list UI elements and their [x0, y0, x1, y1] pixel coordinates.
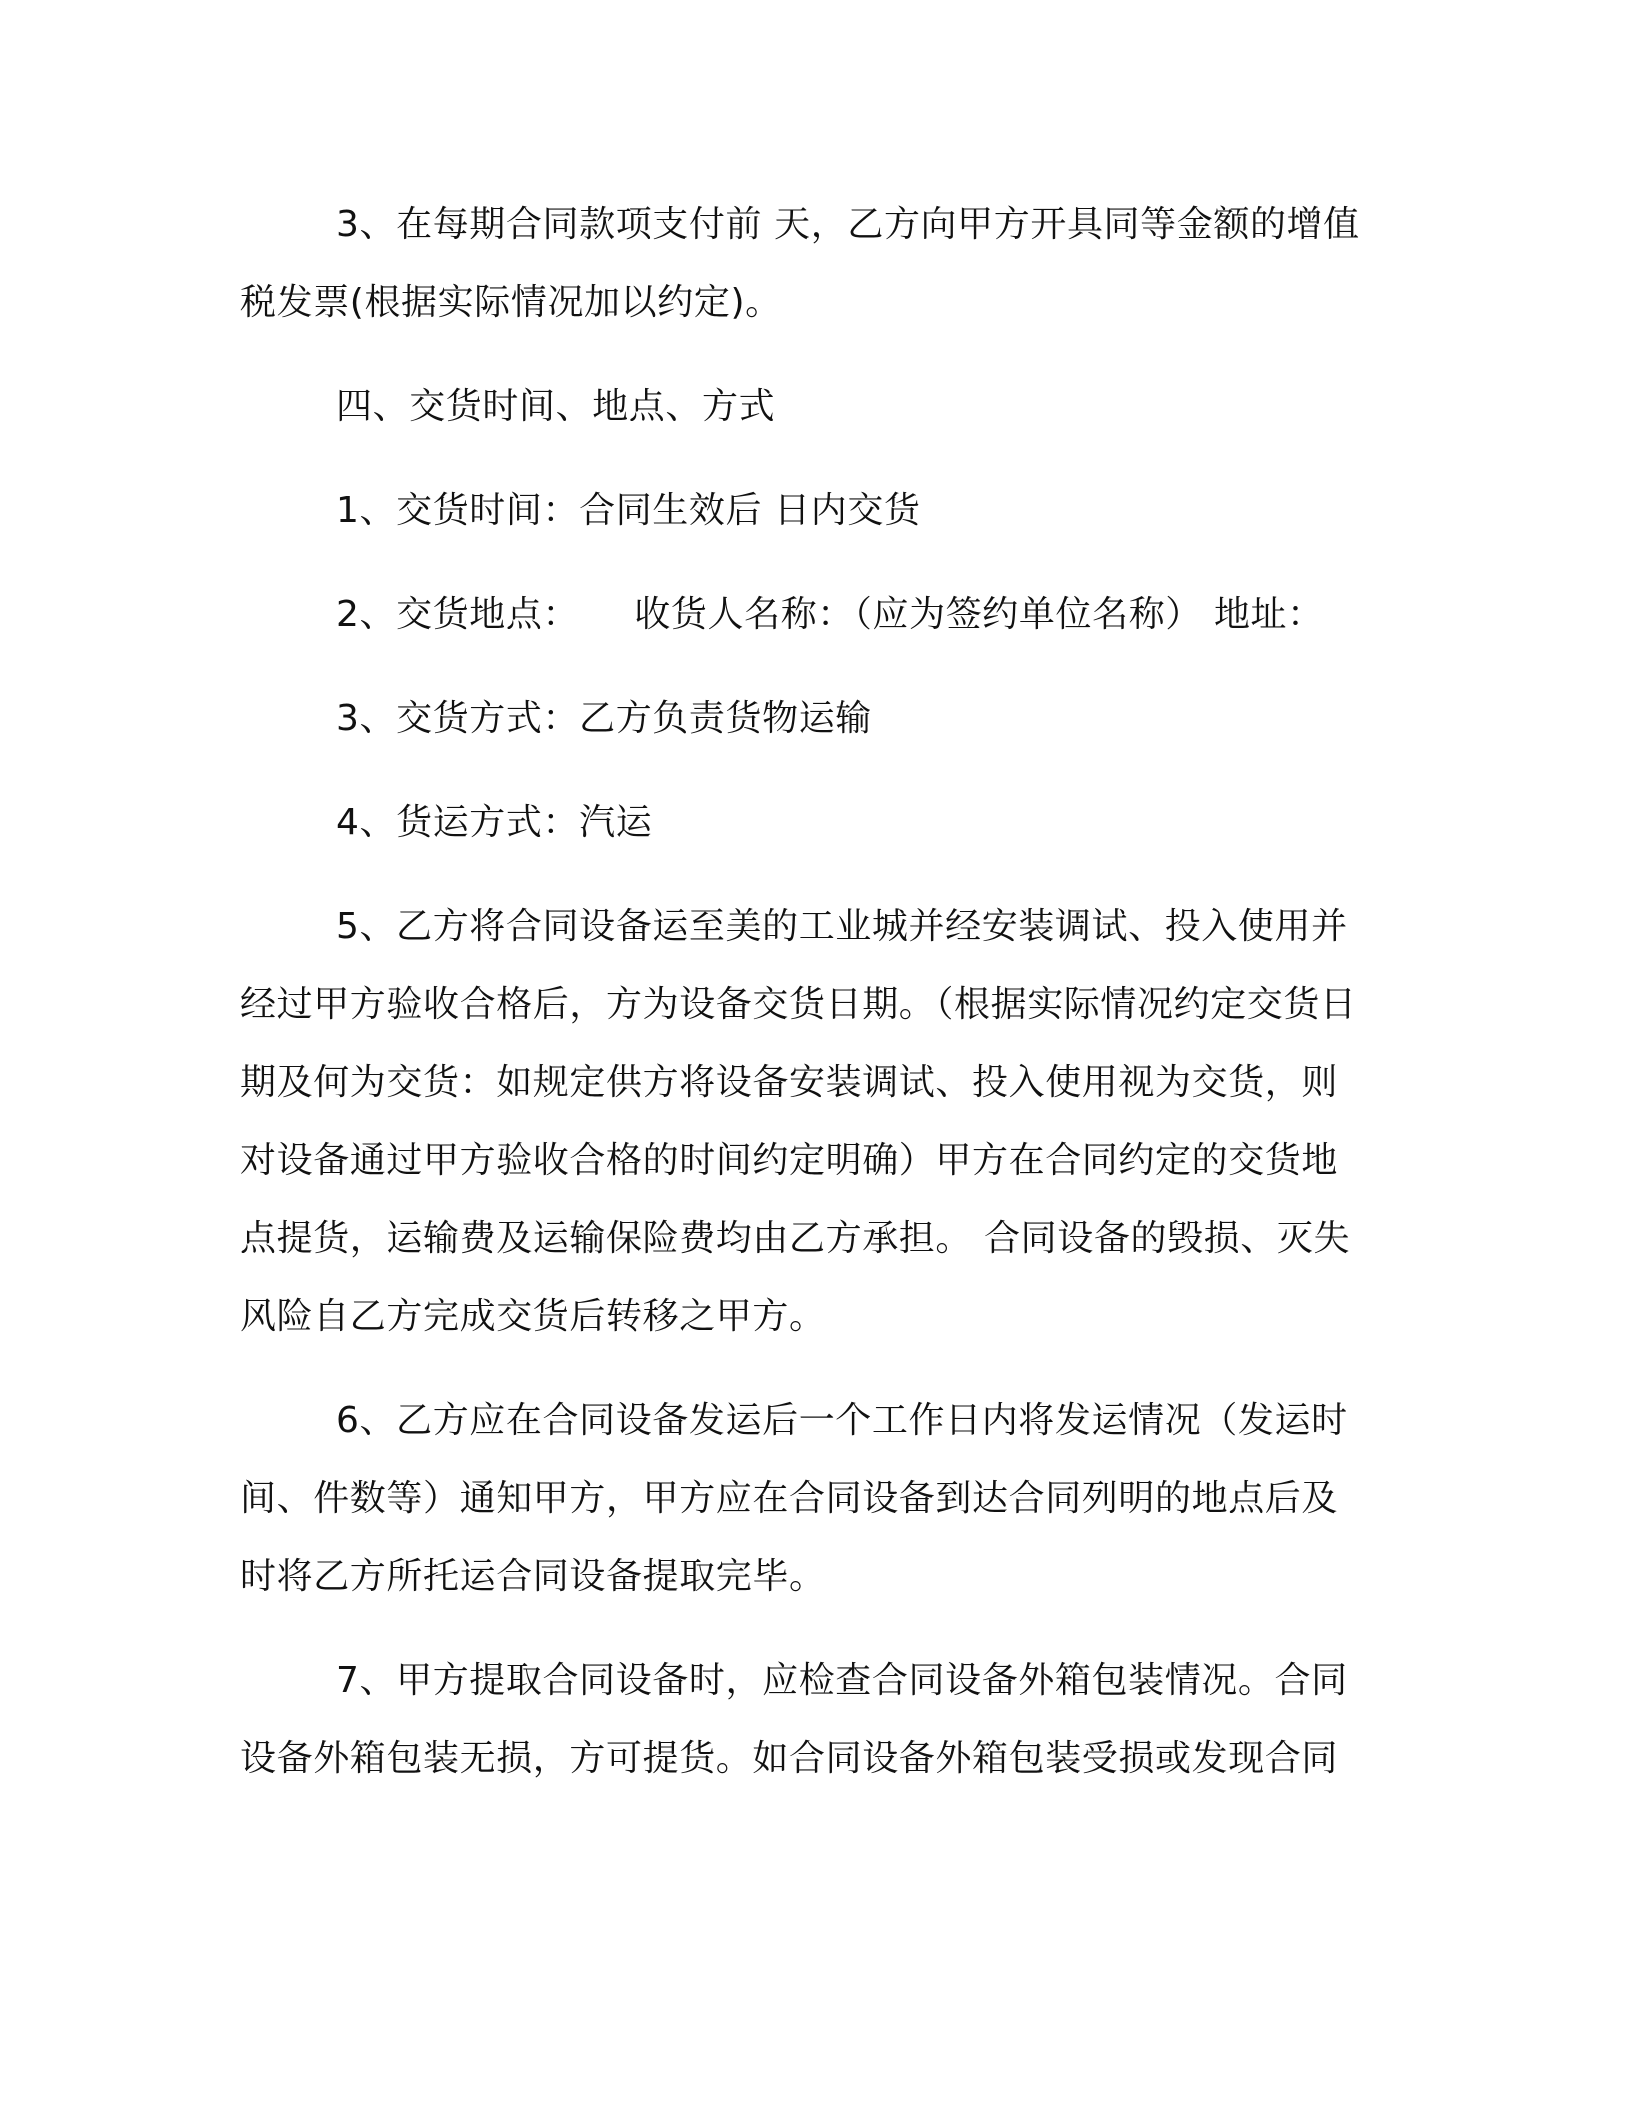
paragraph-inspection: 7、甲方提取合同设备时，应检查合同设备外箱包装情况。合同设备外箱包装无损，方可提货。如合同设备外箱包装受损或发现合同: [240, 1660, 1348, 1779]
paragraph-delivery-method: 3、交货方式：乙方负责货物运输: [336, 698, 872, 739]
section-heading-delivery: 四、交货时间、地点、方式: [336, 386, 776, 427]
paragraph-delivery-time: 1、交货时间：合同生效后 日内交货: [336, 490, 921, 531]
paragraph-invoice-clause: 3、在每期合同款项支付前 天，乙方向甲方开具同等金额的增值税发票(根据实际情况加以约定)。: [240, 204, 1360, 323]
paragraph-delivery-place: 2、交货地点： 收货人名称：（应为签约单位名称） 地址：: [336, 594, 1324, 635]
paragraph-delivery-acceptance: 5、乙方将合同设备运至美的工业城并经安装调试、投入使用并经过甲方验收合格后，方为设备交货日期。（根据实际情况约定交货日期及何为交货：如规定供方将设备安装调试、投入使用视为交货，则对设备通过甲方验收合格的时间约定明确）甲方在合同约定的交货地点提货，运输费及运输保险费均由乙方承担。 合同设备的毁损、灭失风险自乙方完成交货后转移之甲方。: [240, 906, 1357, 1337]
paragraph-shipment-notice: 6、乙方应在合同设备发运后一个工作日内将发运情况（发运时间、件数等）通知甲方，甲方应在合同设备到达合同列明的地点后及时将乙方所托运合同设备提取完毕。: [240, 1400, 1348, 1597]
paragraph-shipping-method: 4、货运方式：汽运: [336, 802, 653, 843]
document-body: [240, 186, 1360, 1824]
